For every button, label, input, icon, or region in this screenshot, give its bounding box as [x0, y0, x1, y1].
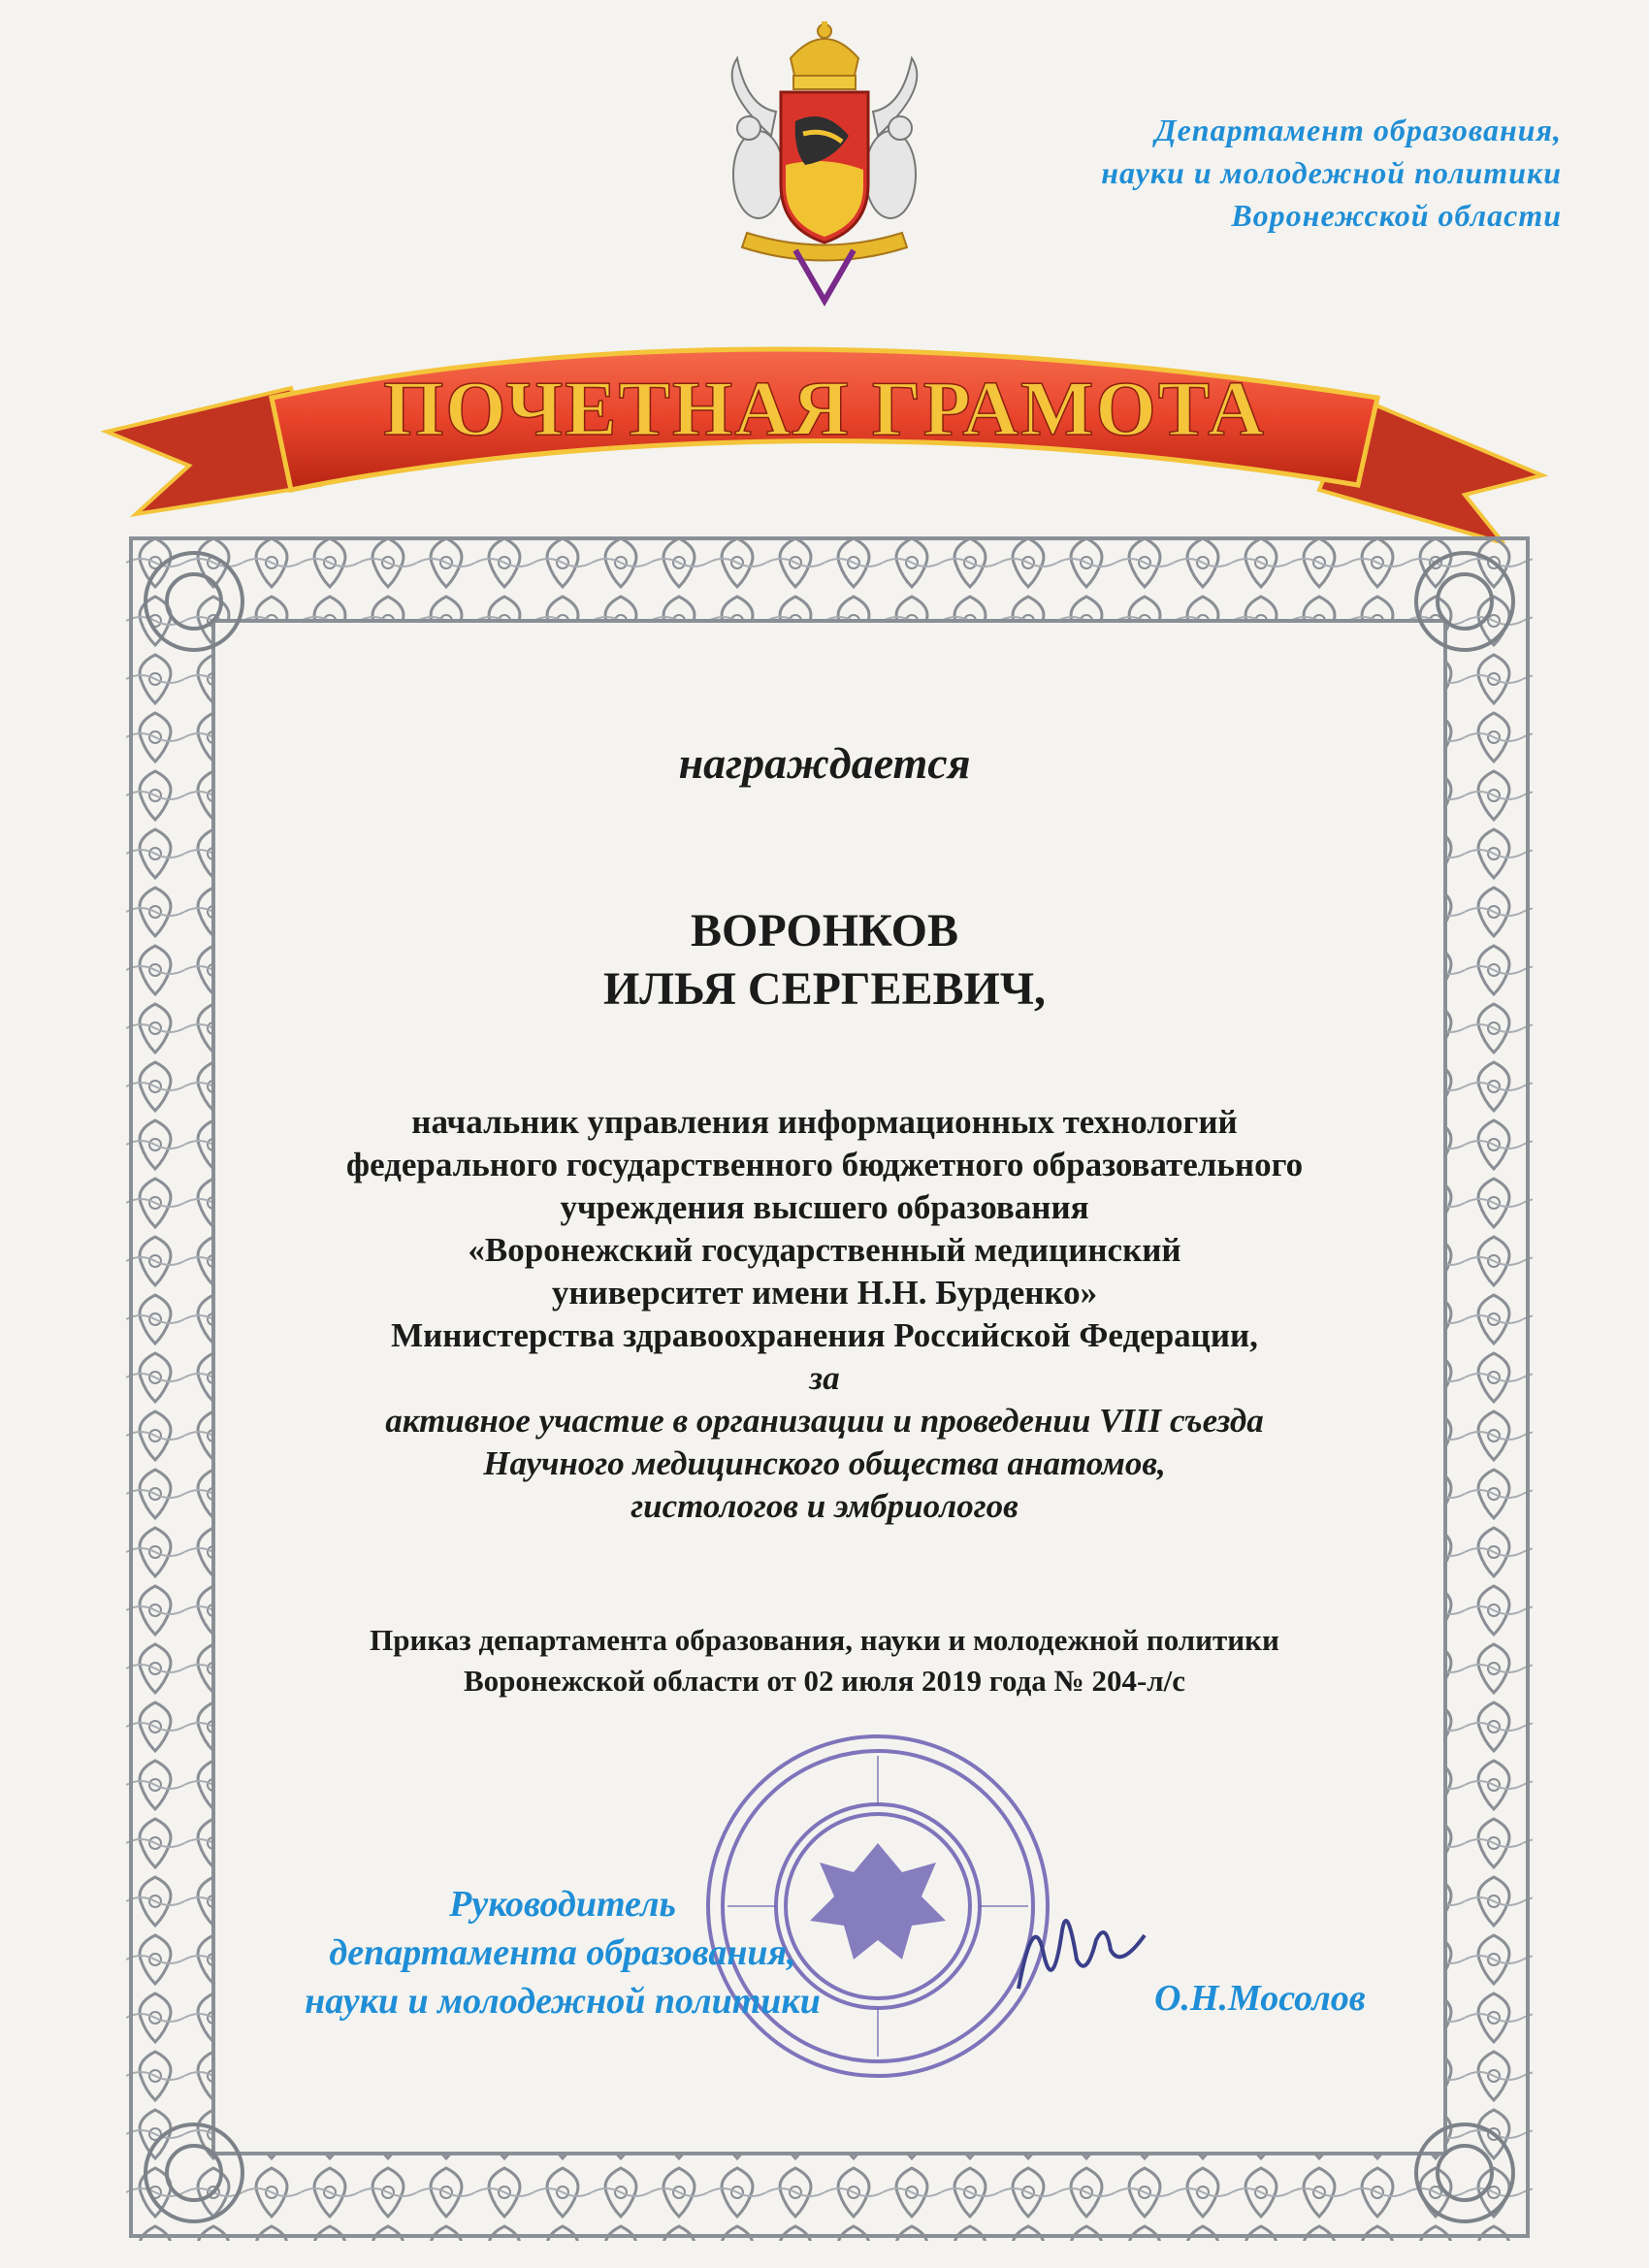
- signatory-name: О.Н.Мосолов: [1154, 1978, 1366, 2019]
- position-line-2: федерального государственного бюджетного образовательного: [345, 1146, 1304, 1183]
- reason-line-4: гистологов и эмбриологов: [630, 1487, 1018, 1525]
- recipient-position: [252, 1101, 1397, 1528]
- recipient-given-names: ИЛЬЯ СЕРГЕЕВИЧ,: [602, 963, 1047, 1015]
- order-reference: [252, 1620, 1397, 1701]
- coat-of-arms-icon: [679, 19, 970, 310]
- recipient-surname: ВОРОНКОВ: [690, 905, 959, 956]
- handwritten-signature-icon: [1009, 1892, 1154, 2018]
- position-line-4: «Воронежский государственный медицинский: [468, 1231, 1181, 1269]
- ribbon-banner: [97, 320, 1552, 543]
- reason-line-1: за: [809, 1359, 840, 1397]
- signatory-title-line-1: Руководитель: [449, 1884, 676, 1925]
- position-line-5: университет имени Н.Н. Бурденко»: [551, 1274, 1098, 1312]
- awarded-label: награждается: [678, 738, 971, 788]
- position-line-1: начальник управления информационных технологий: [411, 1103, 1238, 1141]
- ribbon-title: ПОЧЕТНАЯ ГРАМОТА: [383, 367, 1266, 452]
- department-line-1: Департамент образования,: [1154, 113, 1562, 147]
- order-line-2: Воронежской области от 02 июля 2019 года № 204-л/с: [463, 1664, 1186, 1698]
- signatory-title-line-2: департамента образования,: [329, 1932, 796, 1973]
- signatory-title: [252, 1880, 873, 2025]
- position-line-3: учреждения высшего образования: [560, 1188, 1089, 1226]
- position-line-6: Министерства здравоохранения Российской Федерации,: [391, 1316, 1258, 1354]
- department-line-3: Воронежской области: [1231, 198, 1562, 233]
- department-header: [980, 109, 1562, 237]
- order-line-1: Приказ департамента образования, науки и молодежной политики: [370, 1623, 1279, 1657]
- reason-line-2: активное участие в организации и проведении VIII съезда: [385, 1402, 1264, 1440]
- recipient-name: [252, 902, 1397, 1019]
- reason-line-3: Научного медицинского общества анатомов,: [483, 1444, 1166, 1482]
- signatory-title-line-3: науки и молодежной политики: [305, 1981, 821, 2022]
- department-line-2: науки и молодежной политики: [1101, 155, 1562, 190]
